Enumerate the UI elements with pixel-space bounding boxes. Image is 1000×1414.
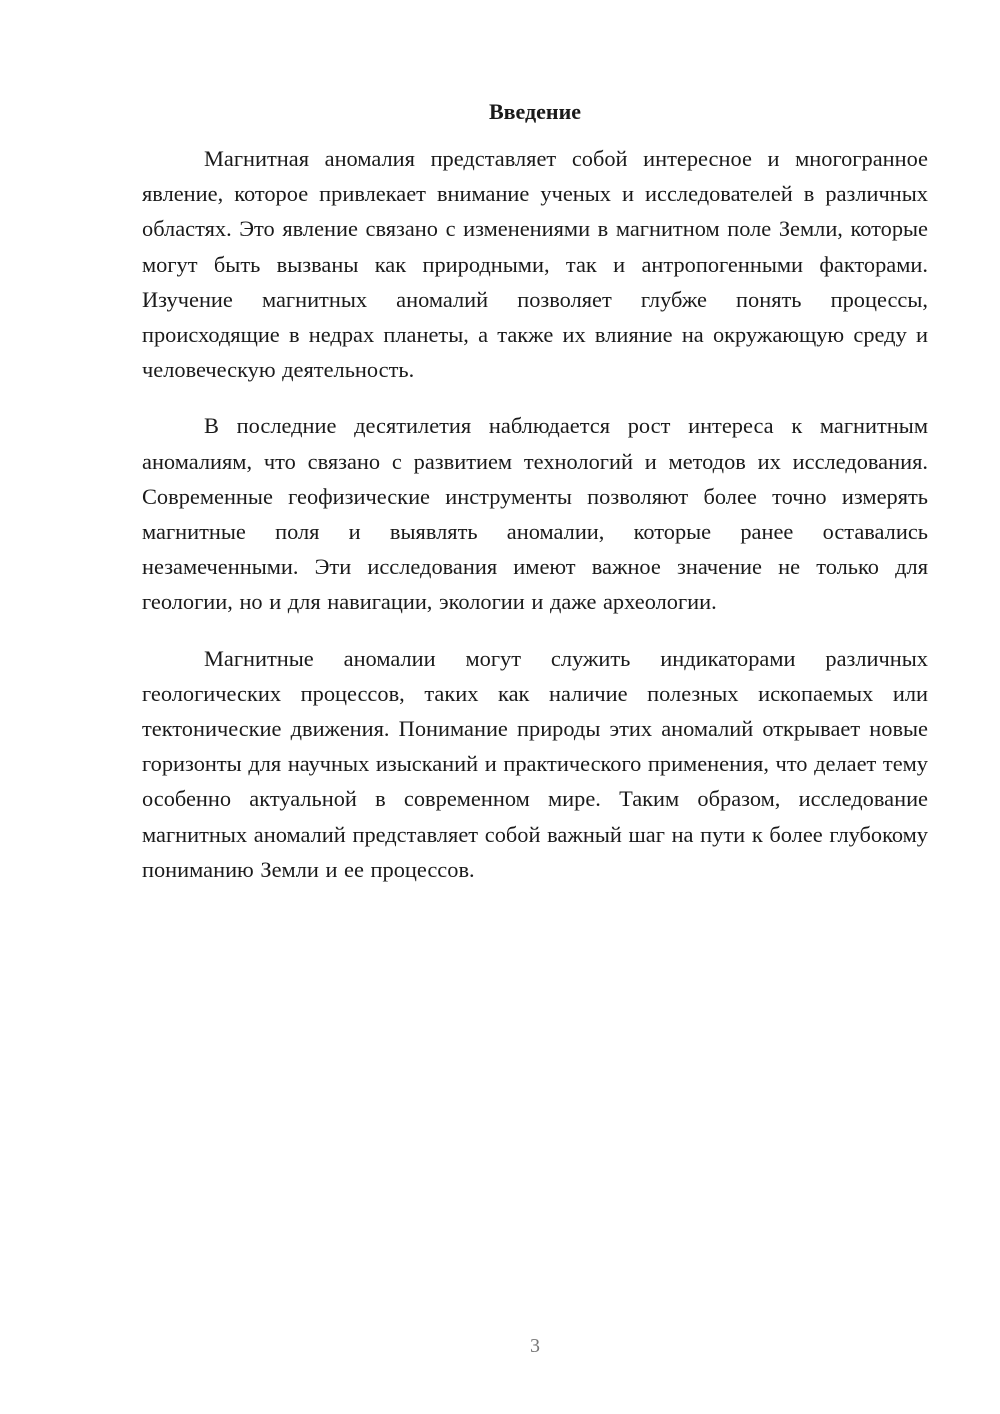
- paragraph-3: Магнитные аномалии могут служить индикаторами различных геологических процессов, таких как наличие полезных ископаемых или тектонические движения. Понимание природы этих аномалий открывает новые горизонты для научных изысканий и практического применения, что делает тему особенно актуальной в современном мире. Таким образом, исследование магнитных аномалий представляет собой важный шаг на пути к более глубокому пониманию Земли и ее процессов.: [142, 645, 928, 882]
- body-text: [142, 141, 928, 908]
- paragraph-1: Магнитная аномалия представляет собой интересное и многогранное явление, которое привлекает внимание ученых и исследователей в различных областях. Это явление связано с изменениями в магнитном поле Земли, которые могут быть вызваны как природными, так и антропогенными факторами. Изучение магнитных аномалий позволяет глубже понять процессы, происходящие в недрах планеты, а также их влияние на окружающую среду и человеческую деятельность.: [142, 146, 928, 383]
- section-heading: Введение: [488, 99, 582, 124]
- paragraph-2: В последние десятилетия наблюдается рост интереса к магнитным аномалиям, что связано с развитием технологий и методов их исследования. Современные геофизические инструменты позволяют более точно измерять магнитные поля и выявлять аномалии, которые ранее оставались незамеченными. Эти исследования имеют важное значение не только для геологии, но и для навигации, экологии и даже археологии.: [142, 413, 928, 615]
- page-number: 3: [530, 1335, 540, 1357]
